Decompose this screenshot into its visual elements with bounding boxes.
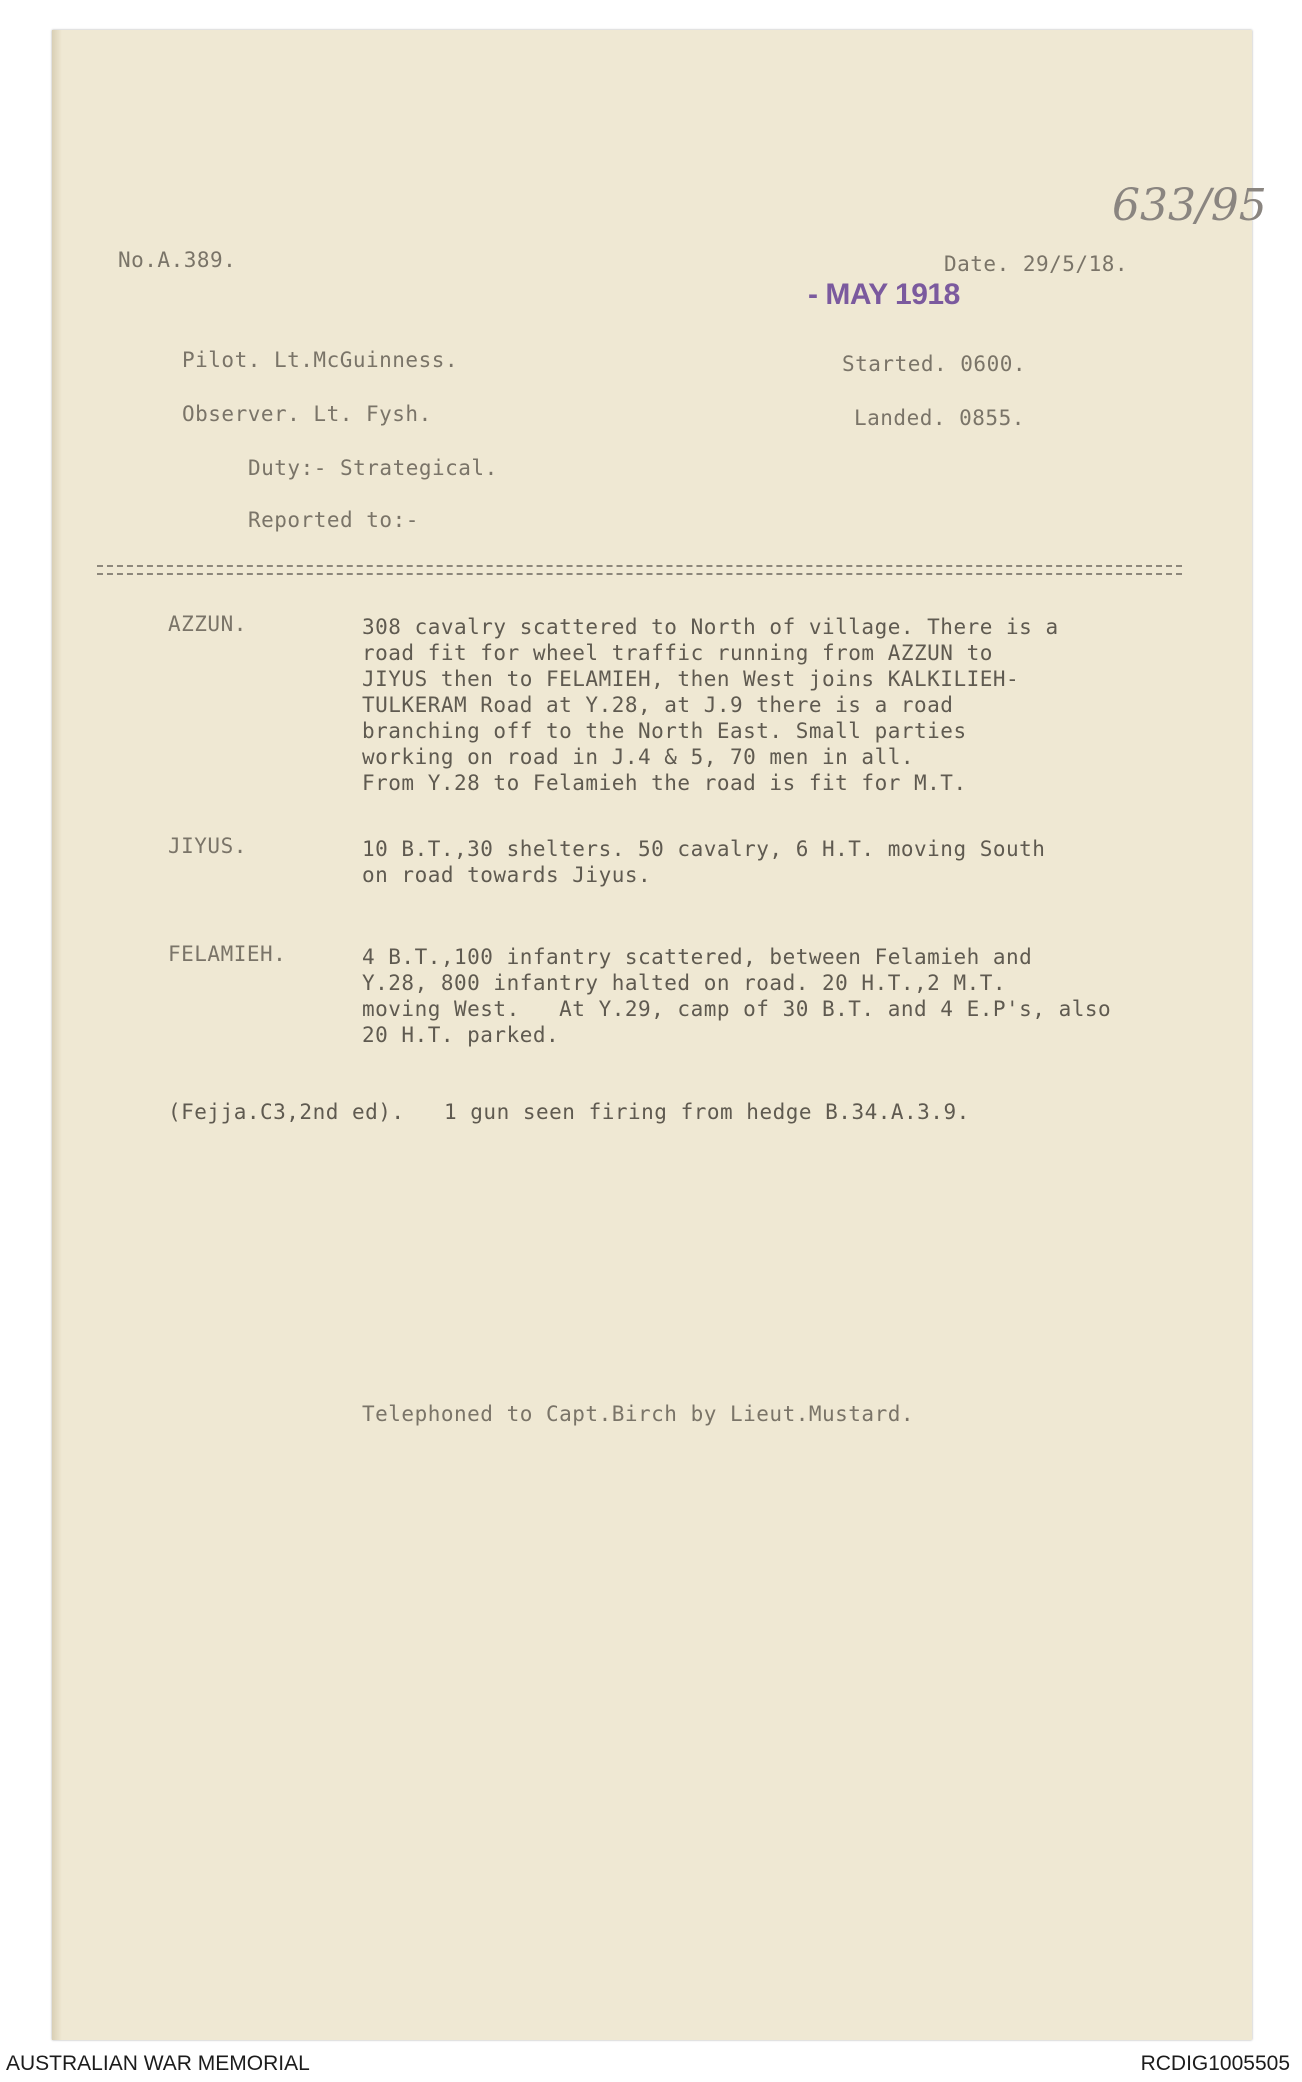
entry-text-azzun: 308 cavalry scattered to North of village. There is a road fit for wheel traffic running from AZZUN to JIYUS then to FELAMIEH, then West joins KALKILIEH- TULKERAM Road at Y.28, at J.9 there is a road branching off to the North East. Small parties working on road in J.4 & 5, 70 men in all. From Y.28 to Felamieh the road is fit for M.T. bbox=[362, 615, 1059, 795]
entry-place-jiyus: JIYUS. bbox=[168, 834, 247, 858]
pilot-line: Pilot. Lt.McGuinness. bbox=[182, 348, 459, 372]
landed-line: Landed. 0855. bbox=[854, 406, 1025, 430]
entry-place-azzun: AZZUN. bbox=[168, 612, 247, 636]
separator-rule bbox=[97, 565, 1182, 575]
entry-text-jiyus: 10 B.T.,30 shelters. 50 cavalry, 6 H.T. moving South on road towards Jiyus. bbox=[362, 837, 1046, 887]
telephoned-note: Telephoned to Capt.Birch by Lieut.Mustard. bbox=[362, 1402, 915, 1426]
footer-source: AUSTRALIAN WAR MEMORIAL bbox=[6, 2052, 310, 2075]
started-line: Started. 0600. bbox=[842, 352, 1027, 376]
entry-text-felamieh: 4 B.T.,100 infantry scattered, between Felamieh and Y.28, 800 infantry halted on road. 20 H.T.,2 M.T. moving West. At Y.29, camp of 30 B.T. and 4 E.P's, also 20 H.T. parked. bbox=[362, 945, 1112, 1047]
observer-line: Observer. Lt. Fysh. bbox=[182, 402, 432, 426]
report-date: Date. 29/5/18. bbox=[944, 252, 1129, 276]
paper-edge bbox=[52, 30, 62, 2040]
document-page bbox=[52, 30, 1267, 2040]
duty-line: Duty:- Strategical. bbox=[248, 456, 498, 480]
report-number: No.A.389. bbox=[118, 248, 237, 272]
date-stamp: - MAY 1918 bbox=[808, 278, 960, 311]
entry-place-felamieh: FELAMIEH. bbox=[168, 942, 287, 966]
gun-note: (Fejja.C3,2nd ed). 1 gun seen firing from hedge B.34.A.3.9. bbox=[168, 1100, 970, 1124]
handwritten-reference: 633/95 bbox=[1112, 180, 1267, 231]
footer-id: RCDIG1005505 bbox=[1140, 2052, 1290, 2075]
reported-line: Reported to:- bbox=[248, 508, 419, 532]
